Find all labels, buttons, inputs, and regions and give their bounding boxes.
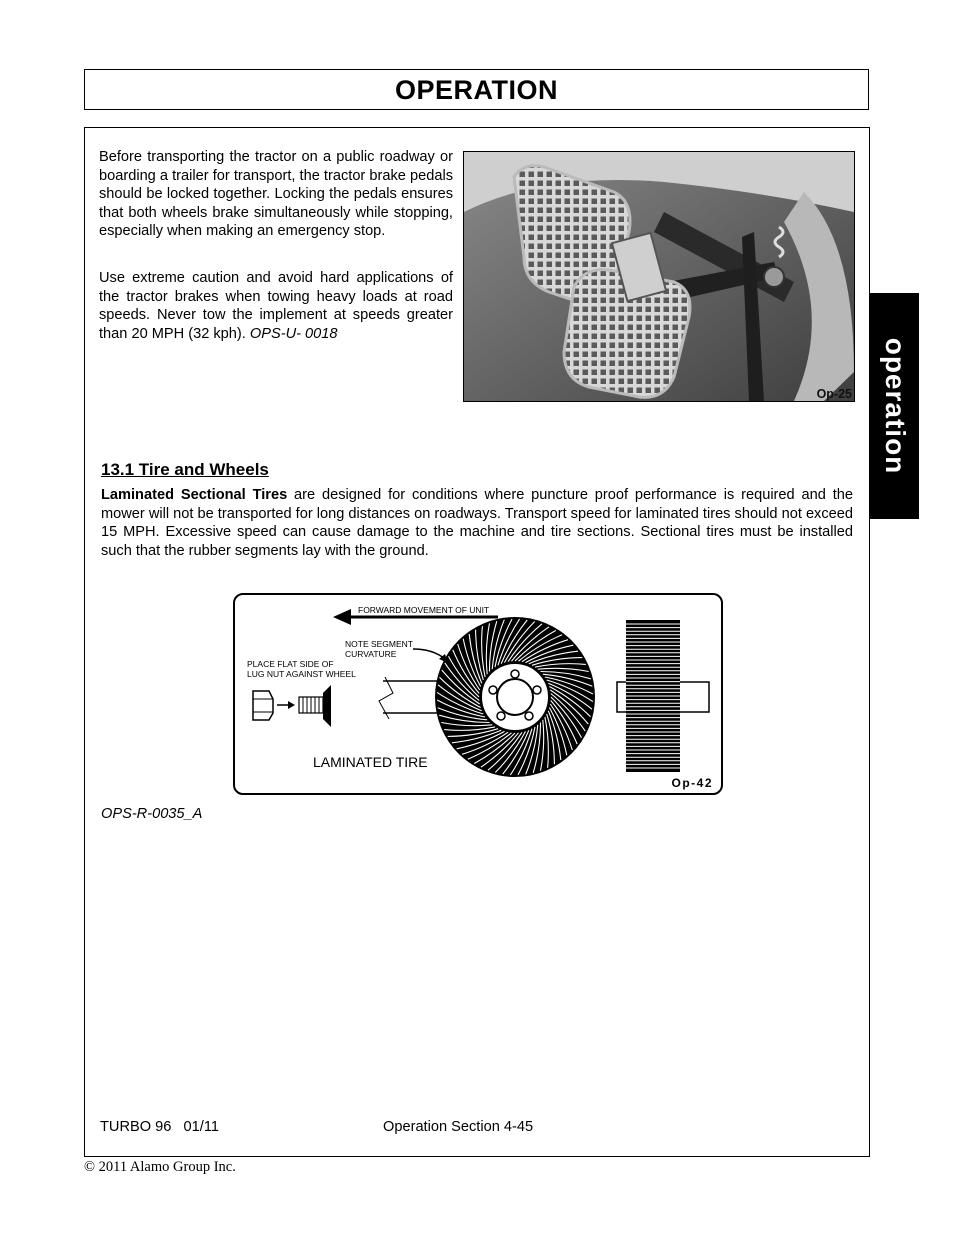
page-title: OPERATION bbox=[394, 75, 558, 105]
laminated-tire-illustration bbox=[233, 593, 723, 795]
intro-paragraph-2 bbox=[99, 269, 453, 343]
laminated-tire-label: LAMINATED TIRE bbox=[313, 754, 428, 770]
brake-pedal-photo bbox=[463, 151, 855, 402]
forward-movement-label: FORWARD MOVEMENT OF UNIT bbox=[358, 605, 490, 615]
laminated-tire-side-icon bbox=[435, 617, 595, 777]
lug-nut-icon bbox=[253, 691, 273, 720]
intro-reference-code: OPS-U- 0018 bbox=[249, 325, 338, 342]
footer-page-number: Operation Section 4-45 bbox=[383, 1119, 534, 1135]
section-side-tab bbox=[870, 293, 919, 519]
footer-model-date: TURBO 96 01/11 bbox=[100, 1119, 219, 1135]
intro-paragraph-1: Before transporting the tractor on a public roadway or boarding a trailer for transport, the tractor brake pedals should be locked together. Locking the pedals ensures that both wheels brake simultaneously while stopping, especially when making an emergency stop. bbox=[99, 149, 453, 240]
side-tab-label: operation bbox=[879, 337, 911, 475]
section-lead-bold: Laminated Sectional Tires bbox=[101, 487, 288, 503]
section-body: are designed for conditions where puncture proof performance is required and the mower will not be transported for long distances on roadways. Transport speed for laminated tires should not exceed 15 MPH. Excessive speed can cause damage to the machine and tire sections. Sectional tires must be installed such that the rubber segments lay with the ground. bbox=[101, 487, 853, 559]
header-box bbox=[84, 69, 869, 110]
photo-label: Op-25 bbox=[816, 387, 852, 401]
copyright-notice: © 2011 Alamo Group Inc. bbox=[84, 1159, 236, 1175]
intro-paragraph-2-text: Use extreme caution and avoid hard applications of the tractor brakes when towing heavy loads at road speeds. Never tow the implement at speeds greater than 20 MPH (32 kph). bbox=[99, 270, 453, 342]
brake-pedal-photo-illustration bbox=[464, 152, 854, 401]
segment-note-line-1: NOTE SEGMENT bbox=[345, 639, 414, 649]
lug-note-line-2: LUG NUT AGAINST WHEEL bbox=[247, 669, 356, 679]
section-paragraph bbox=[101, 486, 853, 560]
segment-note-line-2: CURVATURE bbox=[345, 649, 397, 659]
diagram-label: Op-42 bbox=[671, 776, 713, 790]
section-heading: 13.1 Tire and Wheels bbox=[101, 460, 269, 479]
ops-reference-code: OPS-R-0035_A bbox=[101, 806, 203, 822]
laminated-tire-diagram bbox=[233, 593, 723, 795]
lug-note-line-1: PLACE FLAT SIDE OF bbox=[247, 659, 334, 669]
